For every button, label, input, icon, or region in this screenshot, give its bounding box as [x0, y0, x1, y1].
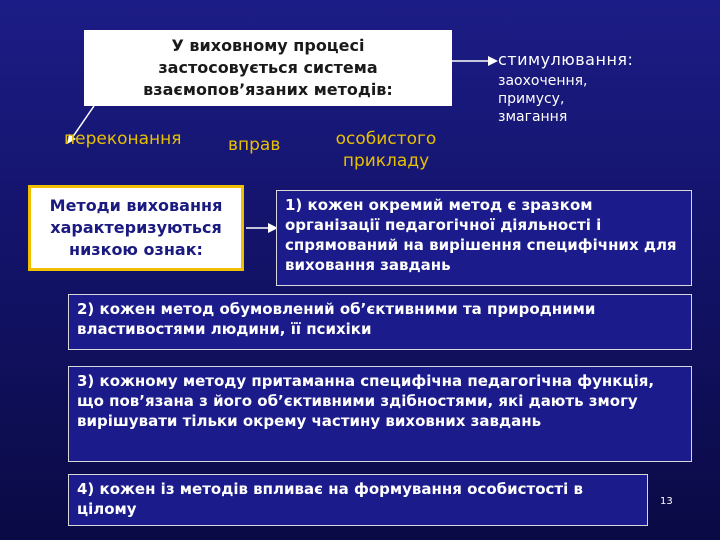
title-line-2: застосовується система — [158, 58, 378, 77]
method-personal-example-line2: прикладу — [342, 151, 430, 171]
method-persuasion: переконання — [64, 129, 182, 149]
stimulation-item: примусу, — [498, 91, 565, 107]
title-box — [84, 30, 452, 106]
characteristics-line-1: Методи виховання — [49, 196, 223, 215]
stimulation-heading: стимулювання: — [498, 50, 634, 69]
title-line-1: У виховному процесі — [171, 36, 365, 55]
characteristics-line-2: характеризуються — [50, 218, 222, 237]
method-personal-example-line1: особистого — [335, 129, 437, 149]
characteristics-box — [28, 185, 244, 271]
feature-item-1: 1) кожен окремий метод є зразком організації педагогічної діяльності і спрямований на вирішення специфічних для виховання завдань — [276, 190, 692, 286]
method-exercise: вправ — [228, 135, 281, 155]
stimulation-item: заохочення, — [498, 73, 588, 89]
arrow-right-icon — [246, 222, 278, 234]
page-number: 13 — [660, 496, 673, 507]
feature-item-4: 4) кожен із методів впливає на формування особистості в цілому — [68, 474, 648, 526]
method-personal-example — [326, 128, 446, 172]
stimulation-list — [498, 72, 588, 126]
title-line-3: взаємопов’язаних методів: — [143, 80, 393, 99]
stimulation-item: змагання — [498, 109, 568, 125]
feature-item-2: 2) кожен метод обумовлений об’єктивними та природними властивостями людини, її психіки — [68, 294, 692, 350]
arrow-right-icon — [452, 55, 498, 67]
feature-item-3: 3) кожному методу притаманна специфічна педагогічна функція, що пов’язана з його об’єктивними здібностями, які дають змогу вирішувати тільки окрему частину виховних завдань — [68, 366, 692, 462]
characteristics-line-3: низкою ознак: — [69, 240, 203, 259]
